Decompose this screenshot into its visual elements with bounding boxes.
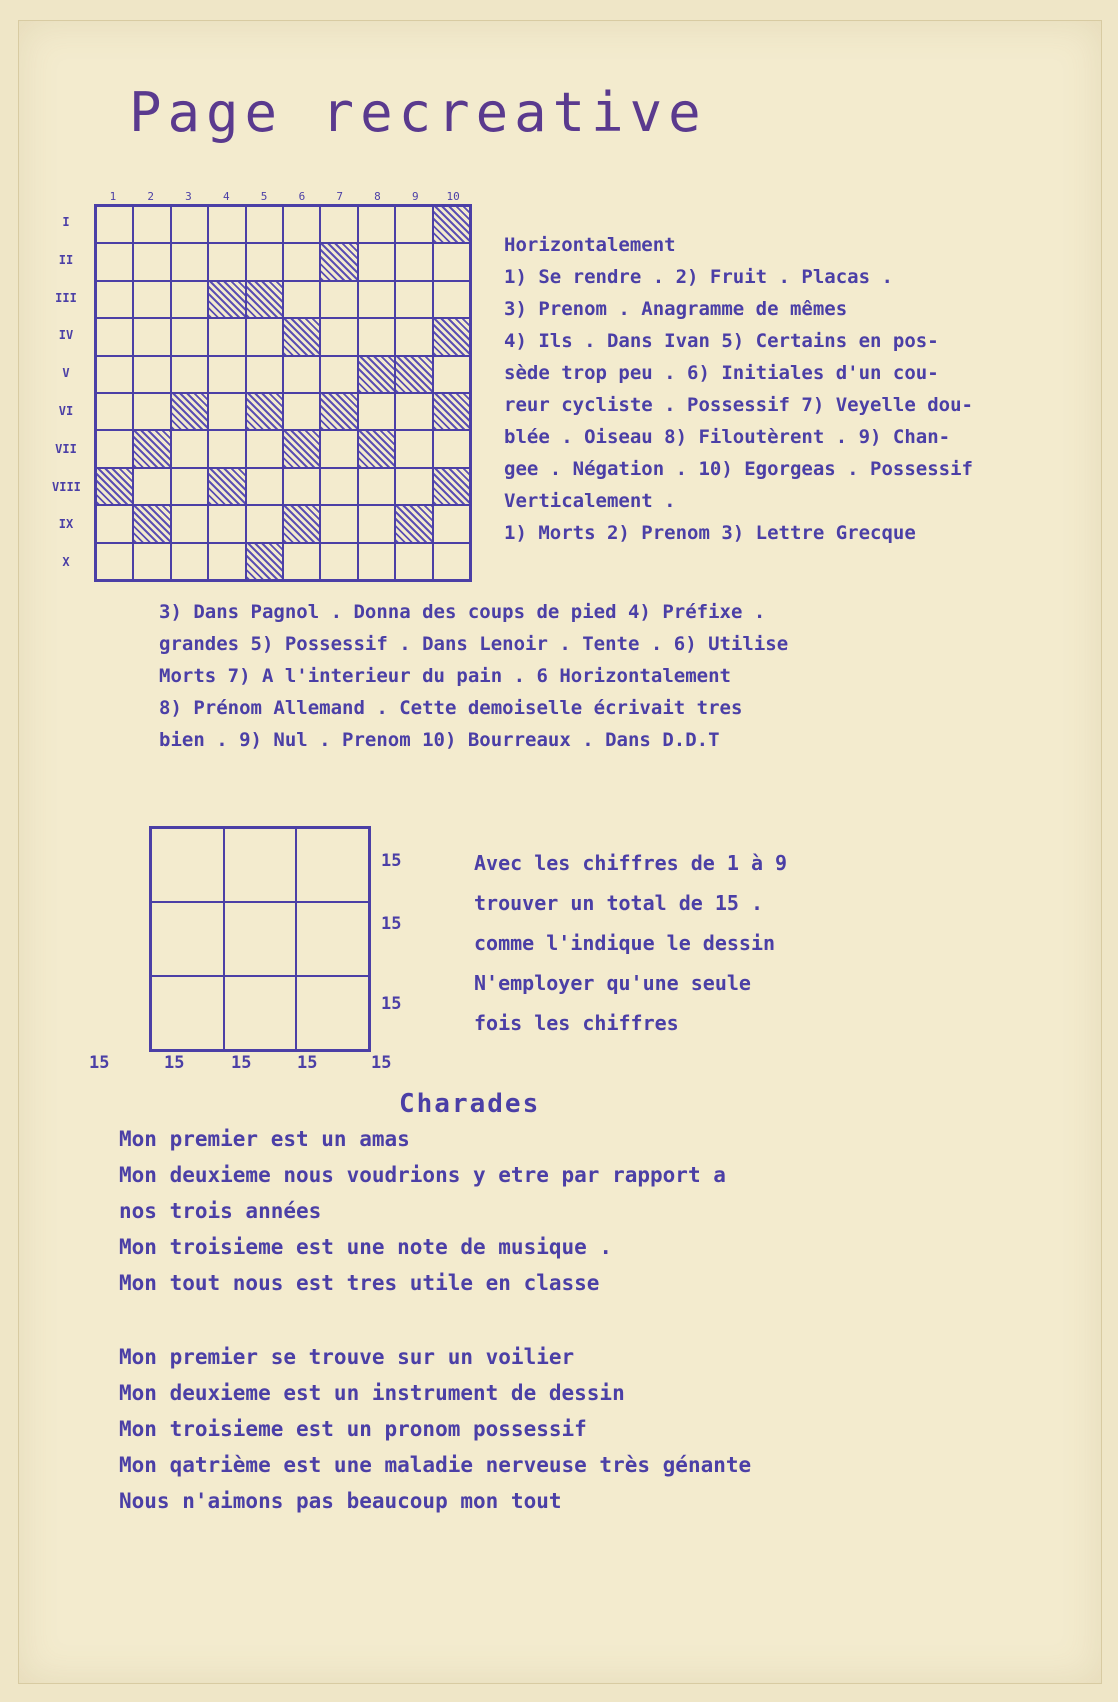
crossword-black-cell	[96, 468, 133, 505]
crossword-cell	[208, 243, 245, 280]
crossword-cell	[283, 281, 320, 318]
instruction-line: fois les chiffres	[474, 1011, 679, 1035]
crossword-cell	[133, 243, 170, 280]
crossword-black-cell	[433, 393, 470, 430]
crossword-cell	[320, 430, 357, 467]
crossword-cell	[171, 281, 208, 318]
crossword-cell	[171, 430, 208, 467]
row-numeral: VI	[58, 404, 74, 418]
magic-cell	[151, 976, 224, 1050]
crossword-cell	[283, 206, 320, 243]
crossword-cell	[208, 430, 245, 467]
crossword-black-cell	[246, 281, 283, 318]
magic-cell	[224, 828, 297, 902]
crossword-cell	[358, 318, 395, 355]
clue-line: 4) Ils . Dans Ivan 5) Certains en pos-	[504, 330, 939, 352]
clue-line: 3) Dans Pagnol . Donna des coups de pied 4) Préfixe .	[159, 601, 766, 623]
crossword-cell	[96, 206, 133, 243]
charade-line: Mon premier est un amas	[119, 1127, 410, 1151]
crossword-black-cell	[395, 356, 432, 393]
charade-line: Nous n'aimons pas beaucoup mon tout	[119, 1489, 562, 1513]
clue-line: bien . 9) Nul . Prenom 10) Bourreaux . Dans D.D.T	[159, 729, 720, 751]
crossword-cell	[320, 281, 357, 318]
crossword-cell	[246, 318, 283, 355]
column-number: 1	[109, 190, 117, 203]
crossword-cell	[133, 393, 170, 430]
crossword-black-cell	[283, 318, 320, 355]
crossword-cell	[171, 505, 208, 542]
crossword-cell	[320, 356, 357, 393]
charade-1	[119, 1121, 726, 1301]
crossword-cell	[246, 206, 283, 243]
charade-line: Mon deuxieme nous voudrions y etre par rapport a	[119, 1163, 726, 1187]
crossword-black-cell	[133, 505, 170, 542]
clue-line: Horizontalement	[504, 234, 676, 256]
crossword-cell	[208, 505, 245, 542]
crossword-cell	[358, 206, 395, 243]
column-number: 7	[336, 190, 343, 203]
clue-line: reur cycliste . Possessif 7) Veyelle dou-	[504, 394, 973, 416]
crossword-cell	[171, 468, 208, 505]
row-numeral: I	[62, 215, 70, 229]
crossword-cell	[246, 468, 283, 505]
crossword-cell	[395, 281, 432, 318]
row-numeral: VII	[55, 441, 77, 456]
crossword-cell	[320, 206, 357, 243]
row-numeral: IV	[58, 328, 74, 343]
crossword-cell	[433, 243, 470, 280]
crossword-column-numbers	[94, 190, 472, 204]
crossword-cell	[96, 281, 133, 318]
crossword-cell	[395, 468, 432, 505]
crossword-cell	[395, 543, 432, 580]
crossword-cell	[133, 356, 170, 393]
clues-full-width	[159, 596, 1059, 756]
crossword-black-cell	[433, 468, 470, 505]
crossword-black-cell	[358, 356, 395, 393]
column-number: 8	[374, 190, 381, 203]
clue-line: 3) Prenom . Anagramme de mêmes	[504, 298, 848, 320]
magic-cell	[296, 828, 369, 902]
crossword-cell	[320, 468, 357, 505]
crossword-cell	[246, 430, 283, 467]
magic-cell	[151, 902, 224, 976]
charade-line: Mon troisieme est une note de musique .	[119, 1235, 613, 1259]
row-numeral: II	[58, 252, 74, 267]
charade-line: Mon tout nous est tres utile en classe	[119, 1271, 600, 1295]
crossword-cell	[320, 505, 357, 542]
crossword-black-cell	[283, 430, 320, 467]
row-sum: 15	[381, 914, 402, 934]
crossword-black-cell	[208, 468, 245, 505]
crossword-cell	[358, 281, 395, 318]
crossword-cell	[171, 243, 208, 280]
crossword-cell	[171, 318, 208, 355]
crossword-cell	[246, 243, 283, 280]
clue-line: sède trop peu . 6) Initiales d'un cou-	[504, 362, 939, 384]
crossword-cell	[320, 318, 357, 355]
crossword-cell	[283, 468, 320, 505]
crossword-black-cell	[433, 318, 470, 355]
row-numeral: III	[55, 290, 77, 305]
charade-line: Mon deuxieme est un instrument de dessin	[119, 1381, 625, 1405]
magic-square-grid	[149, 826, 371, 1052]
clues-right	[504, 229, 1094, 549]
crossword-cell	[433, 430, 470, 467]
instruction-line: Avec les chiffres de 1 à 9	[474, 851, 788, 875]
instruction-line: trouver un total de 15 .	[474, 891, 763, 915]
charade-line: Mon troisieme est un pronom possessif	[119, 1417, 587, 1441]
column-number: 10	[446, 190, 460, 203]
crossword-row-numerals	[52, 204, 80, 582]
crossword-black-cell	[208, 281, 245, 318]
crossword-cell	[96, 543, 133, 580]
crossword-cell	[395, 206, 432, 243]
crossword-cell	[96, 356, 133, 393]
crossword-cell	[208, 393, 245, 430]
magic-cell	[296, 976, 369, 1050]
clue-line: 1) Morts 2) Prenom 3) Lettre Grecque	[504, 522, 916, 544]
crossword-black-cell	[283, 505, 320, 542]
column-number: 6	[298, 190, 306, 203]
crossword-cell	[96, 243, 133, 280]
crossword-cell	[433, 356, 470, 393]
row-numeral: VIII	[52, 479, 81, 494]
column-number: 4	[222, 190, 230, 203]
row-sum: 15	[381, 994, 402, 1014]
charade-2	[119, 1339, 751, 1519]
clue-line: gee . Négation . 10) Egorgeas . Possessif	[504, 458, 973, 480]
clue-line: grandes 5) Possessif . Dans Lenoir . Tente . 6) Utilise	[159, 633, 789, 655]
col-sum: 15	[89, 1053, 110, 1073]
crossword-cell	[171, 543, 208, 580]
clue-line: 8) Prénom Allemand . Cette demoiselle écrivait tres	[159, 697, 743, 719]
clue-line: Morts 7) A l'interieur du pain . 6 Horizontalement	[159, 665, 731, 687]
magic-cell	[151, 828, 224, 902]
crossword-black-cell	[320, 393, 357, 430]
charades-heading: Charades	[399, 1089, 541, 1119]
column-number: 2	[147, 190, 154, 203]
page-title: Page recreative	[129, 81, 707, 144]
row-numeral: X	[62, 555, 70, 570]
crossword-cell	[133, 281, 170, 318]
crossword-cell	[283, 543, 320, 580]
charade-line: Mon premier se trouve sur un voilier	[119, 1345, 575, 1369]
crossword-cell	[96, 430, 133, 467]
instruction-line: N'employer qu'une seule	[474, 971, 751, 995]
charade-line: Mon qatrième est une maladie nerveuse très génante	[119, 1453, 752, 1477]
crossword-cell	[395, 243, 432, 280]
crossword-cell	[208, 318, 245, 355]
crossword-cell	[283, 243, 320, 280]
crossword-black-cell	[433, 206, 470, 243]
crossword-cell	[395, 430, 432, 467]
row-numeral: IX	[58, 517, 74, 532]
crossword-cell	[133, 468, 170, 505]
crossword-black-cell	[246, 393, 283, 430]
crossword-cell	[320, 543, 357, 580]
charade-line: nos trois années	[119, 1199, 322, 1223]
crossword-grid	[94, 204, 472, 582]
crossword-cell	[358, 243, 395, 280]
crossword-cell	[395, 318, 432, 355]
instruction-line: comme l'indique le dessin	[474, 931, 776, 955]
col-sum: 15	[297, 1053, 318, 1073]
crossword-cell	[208, 543, 245, 580]
row-sum: 15	[381, 851, 402, 871]
crossword-black-cell	[246, 543, 283, 580]
crossword-cell	[358, 505, 395, 542]
crossword-cell	[283, 393, 320, 430]
clue-line: 1) Se rendre . 2) Fruit . Placas .	[504, 266, 893, 288]
crossword-cell	[208, 206, 245, 243]
column-number: 3	[185, 190, 192, 203]
col-sum: 15	[164, 1053, 185, 1073]
crossword-black-cell	[171, 393, 208, 430]
magic-cell	[224, 902, 297, 976]
crossword-cell	[96, 393, 133, 430]
magic-cell	[224, 976, 297, 1050]
crossword-cell	[358, 468, 395, 505]
crossword-cell	[433, 505, 470, 542]
crossword-cell	[433, 543, 470, 580]
crossword-cell	[96, 505, 133, 542]
crossword-cell	[246, 356, 283, 393]
crossword-cell	[133, 318, 170, 355]
crossword-black-cell	[133, 430, 170, 467]
magic-square-instructions	[474, 843, 1074, 1043]
col-sum: 15	[371, 1053, 392, 1073]
clue-line: Verticalement .	[504, 490, 676, 512]
crossword-cell	[171, 356, 208, 393]
col-sum: 15	[231, 1053, 252, 1073]
row-numeral: V	[62, 366, 70, 381]
crossword-cell	[171, 206, 208, 243]
crossword-cell	[395, 393, 432, 430]
crossword-cell	[208, 356, 245, 393]
crossword-cell	[133, 206, 170, 243]
paper-sheet	[18, 20, 1102, 1684]
crossword-black-cell	[320, 243, 357, 280]
crossword-cell	[283, 356, 320, 393]
crossword-cell	[246, 505, 283, 542]
column-number: 9	[411, 190, 419, 203]
crossword-cell	[433, 281, 470, 318]
clue-line: blée . Oiseau 8) Filoutèrent . 9) Chan-	[504, 426, 951, 448]
magic-cell	[296, 902, 369, 976]
crossword-cell	[358, 393, 395, 430]
crossword-black-cell	[358, 430, 395, 467]
column-number: 5	[260, 190, 268, 203]
crossword-cell	[96, 318, 133, 355]
crossword-black-cell	[395, 505, 432, 542]
crossword-cell	[358, 543, 395, 580]
crossword-cell	[133, 543, 170, 580]
